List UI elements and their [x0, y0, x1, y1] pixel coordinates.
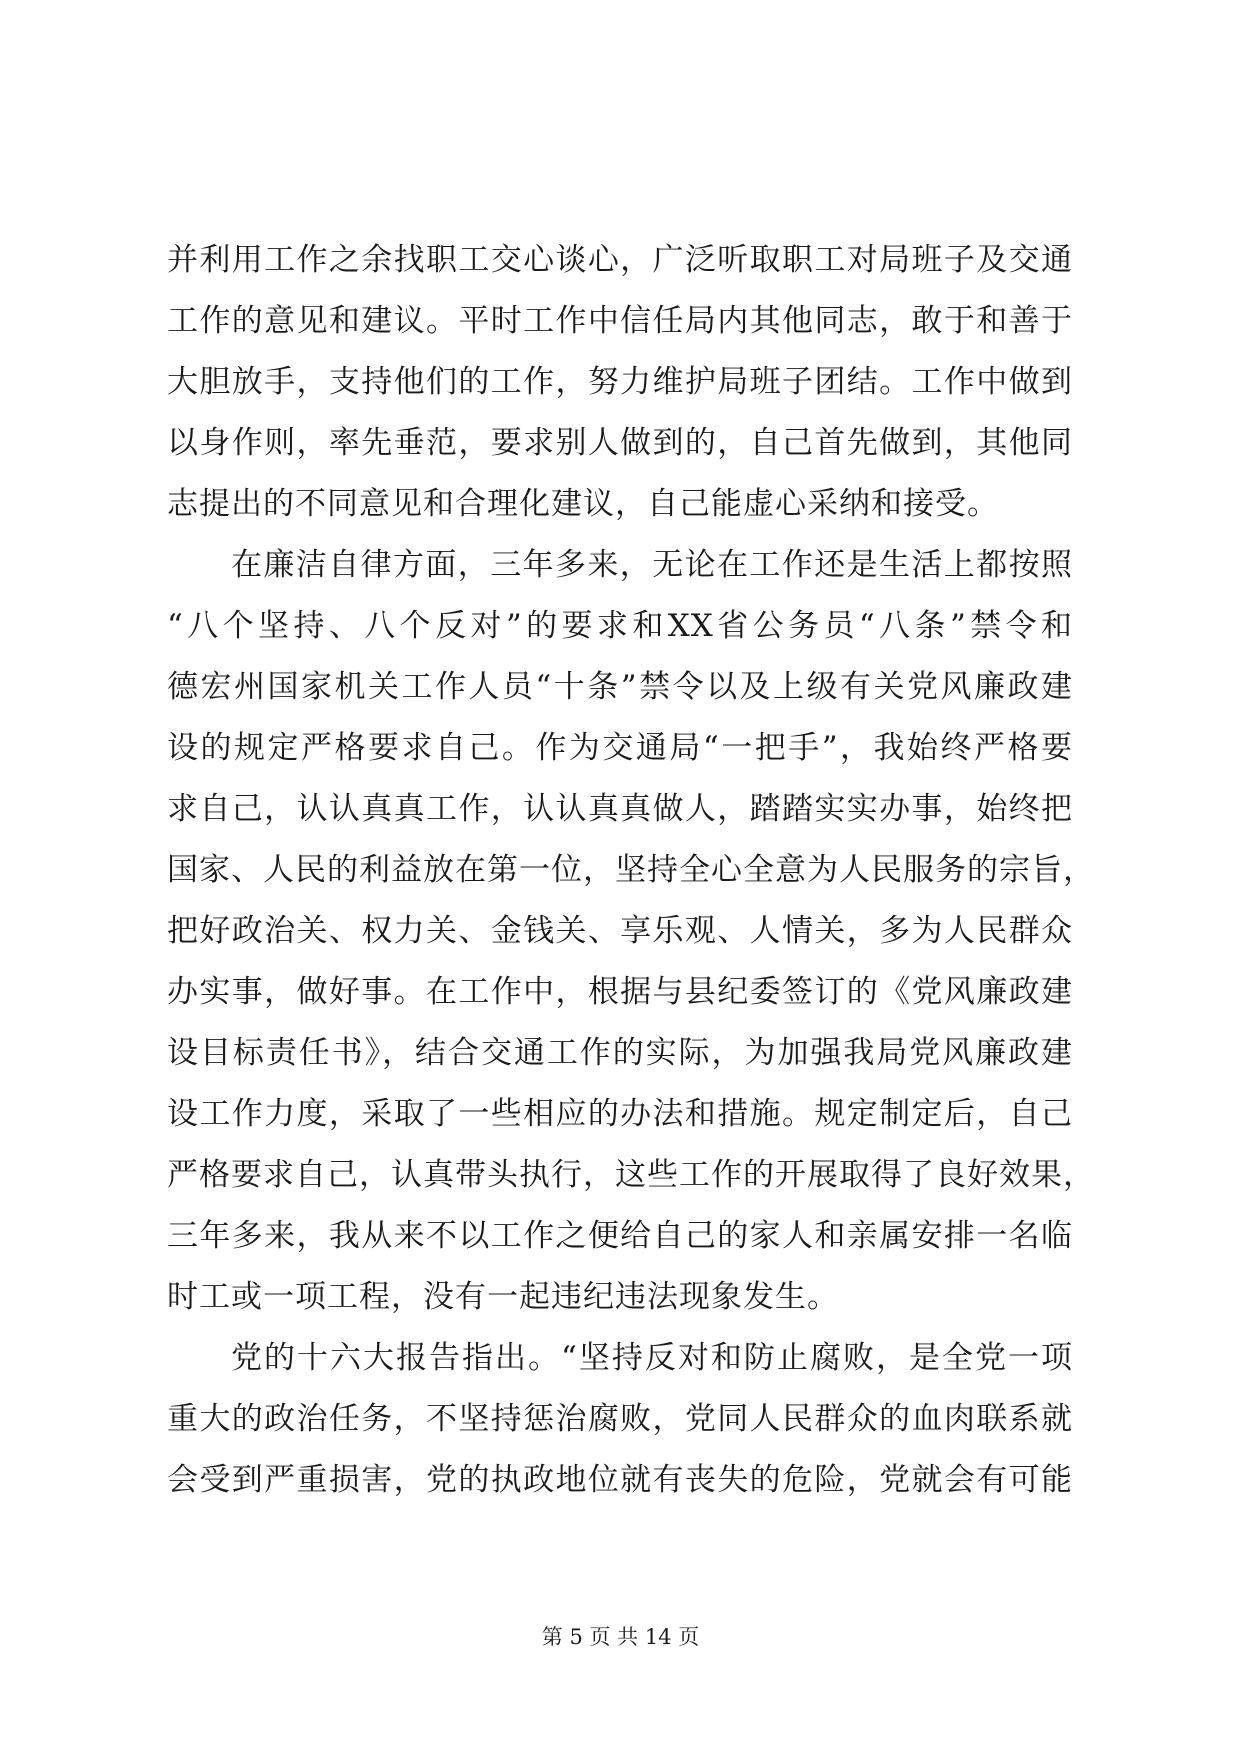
text-line: 以身作则，率先垂范，要求别人做到的，自己首先做到，其他同 — [167, 425, 1073, 461]
text-line: 设的规定严格要求自己。作为交通局“一把手”，我始终严格要 — [167, 730, 1073, 766]
text-line: 工作的意见和建议。平时工作中信任局内其他同志，敢于和善于 — [167, 303, 1073, 339]
text-line: 德宏州国家机关工作人员“十条”禁令以及上级有关党风廉政建 — [167, 669, 1073, 705]
document-body — [167, 230, 1095, 1511]
text-line: “八个坚持、八个反对”的要求和XX省公务员“八条”禁令和 — [167, 608, 1073, 644]
text-line: 求自己，认认真真工作，认认真真做人，踏踏实实办事，始终把 — [167, 791, 1073, 827]
text-line: 把好政治关、权力关、金钱关、享乐观、人情关，多为人民群众 — [167, 913, 1073, 949]
text-line: 时工或一项工程，没有一起违纪违法现象发生。 — [167, 1279, 839, 1315]
text-line: 党的十六大报告指出。“坚持反对和防止腐败，是全党一项 — [231, 1340, 1073, 1376]
text-line: 大胆放手，支持他们的工作，努力维护局班子团结。工作中做到 — [167, 364, 1073, 400]
text-line: 重大的政治任务，不坚持惩治腐败，党同人民群众的血肉联系就 — [167, 1401, 1073, 1437]
text-line: 并利用工作之余找职工交心谈心，广泛听取职工对局班子及交通 — [167, 242, 1073, 278]
text-line: 严格要求自己，认真带头执行，这些工作的开展取得了良好效果， — [167, 1157, 1095, 1193]
paragraph — [167, 535, 1095, 1328]
text-line: 三年多来，我从来不以工作之便给自己的家人和亲属安排一名临 — [167, 1218, 1073, 1254]
text-line: 设工作力度，采取了一些相应的办法和措施。规定制定后，自己 — [167, 1096, 1073, 1132]
text-line: 国家、人民的利益放在第一位，坚持全心全意为人民服务的宗旨， — [167, 852, 1095, 888]
text-line: 办实事，做好事。在工作中，根据与县纪委签订的《党风廉政建 — [167, 974, 1073, 1010]
paragraph — [167, 230, 1073, 535]
text-line: 设目标责任书》，结合交通工作的实际，为加强我局党风廉政建 — [167, 1035, 1073, 1071]
text-line: 在廉洁自律方面，三年多来，无论在工作还是生活上都按照 — [231, 547, 1073, 583]
page-number-footer: 第 5 页 共 14 页 — [541, 1625, 700, 1649]
text-line: 志提出的不同意见和合理化建议，自己能虚心采纳和接受。 — [167, 486, 999, 522]
text-line: 会受到严重损害，党的执政地位就有丧失的危险，党就会有可能 — [167, 1462, 1073, 1498]
paragraph — [167, 1328, 1073, 1511]
